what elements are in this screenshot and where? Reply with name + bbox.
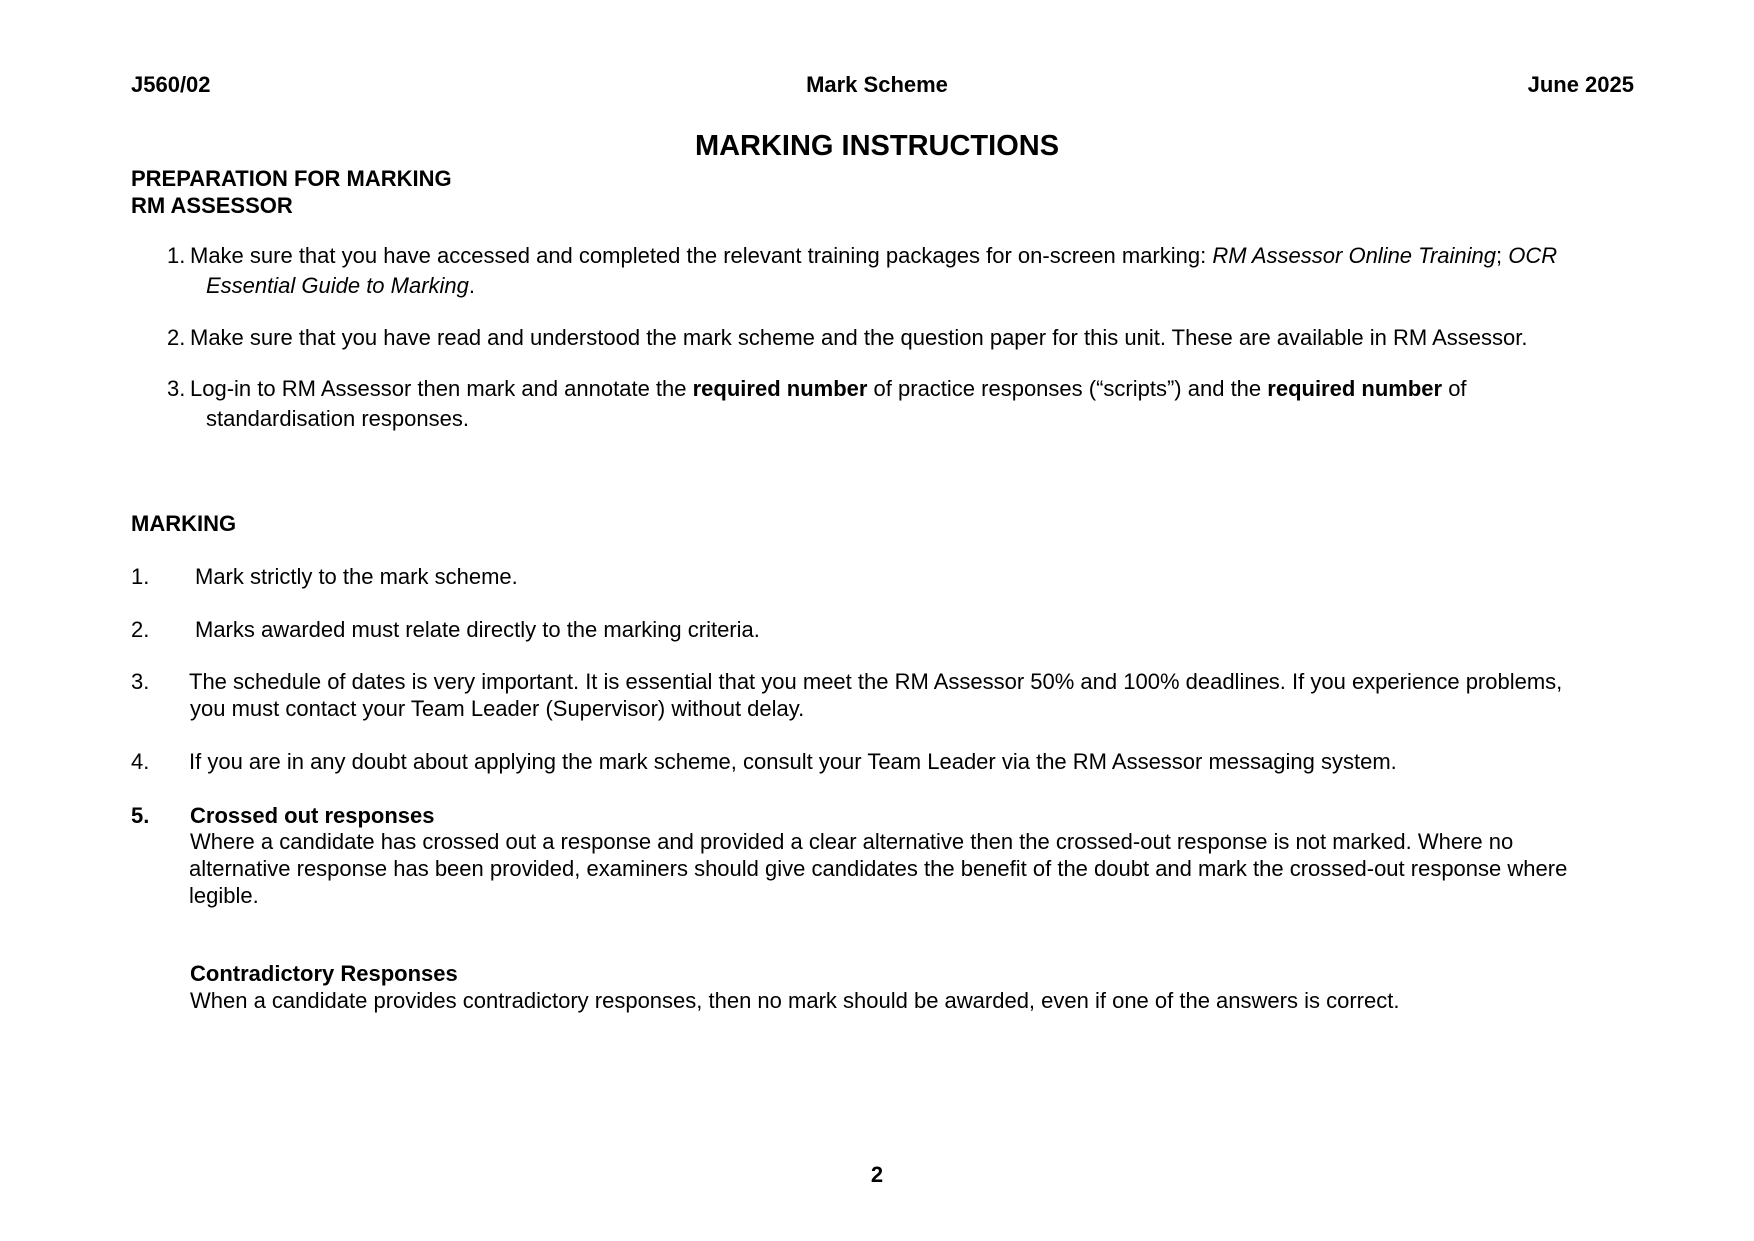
marking-item-2-number: 2. <box>131 617 150 642</box>
prep-item-3-text-a: Log-in to RM Assessor then mark and annotate the <box>190 376 693 401</box>
marking-item-5-number: 5. <box>131 803 150 828</box>
contradictory-heading: Contradictory Responses <box>190 961 458 986</box>
crossed-out-line2: alternative response has been provided, examiners should give candidates the benefit of the doubt and mark the crossed-out response where <box>189 856 1568 881</box>
prep-item-3-text-b: of practice responses (“scripts”) and the <box>867 376 1268 401</box>
prep-item-1-end: . <box>468 273 476 298</box>
prep-item-1-text: Make sure that you have accessed and completed the relevant training packages for on-screen marking: <box>190 243 1213 268</box>
prep-item-1-line1 <box>190 241 1557 271</box>
marking-item-4-text: If you are in any doubt about applying the mark scheme, consult your Team Leader via the RM Assessor messaging system. <box>189 749 1397 774</box>
marking-item-3-line1: The schedule of dates is very important. It is essential that you meet the RM Assessor 50% and 100% deadlines. If you experience problems, <box>189 669 1563 694</box>
marking-item-3-number: 3. <box>131 669 150 694</box>
preparation-heading: PREPARATION FOR MARKING <box>131 166 452 191</box>
prep-item-1-number: 1. <box>167 243 186 268</box>
crossed-out-line1: Where a candidate has crossed out a response and provided a clear alternative then the crossed-out response is not marked. Where no <box>190 829 1514 854</box>
prep-item-3-text-c: of <box>1442 376 1467 401</box>
prep-item-3-line1 <box>190 374 1467 404</box>
marking-item-3-line2: you must contact your Team Leader (Supervisor) without delay. <box>190 696 805 721</box>
prep-item-3-bold-a: required number <box>692 376 868 401</box>
marking-heading: MARKING <box>131 511 237 536</box>
header-code: J560/02 <box>131 72 211 97</box>
marking-item-1-text: Mark strictly to the mark scheme. <box>195 564 518 589</box>
prep-item-1-sep: ; <box>1496 243 1509 268</box>
prep-item-1-italic-a: RM Assessor Online Training <box>1212 243 1497 268</box>
prep-item-1-italic-b2: Essential Guide to Marking <box>206 273 469 298</box>
page-number: 2 <box>870 1162 884 1187</box>
prep-item-2-text: Make sure that you have read and understood the mark scheme and the question paper for this unit. These are available in RM Assessor. <box>190 325 1528 350</box>
header-doc-title: Mark Scheme <box>806 72 948 97</box>
marking-item-2-text: Marks awarded must relate directly to the marking criteria. <box>195 617 760 642</box>
marking-item-1-number: 1. <box>131 564 150 589</box>
marking-item-4-number: 4. <box>131 749 150 774</box>
prep-item-3-number: 3. <box>167 376 186 401</box>
prep-item-1-line2 <box>206 271 475 301</box>
prep-item-3-line2: standardisation responses. <box>206 406 469 431</box>
crossed-out-line3: legible. <box>189 883 259 908</box>
prep-item-3-bold-b: required number <box>1267 376 1443 401</box>
prep-item-1-italic-b1: OCR <box>1508 243 1558 268</box>
crossed-out-heading: Crossed out responses <box>190 803 435 828</box>
page-title: MARKING INSTRUCTIONS <box>694 130 1060 162</box>
contradictory-text: When a candidate provides contradictory responses, then no mark should be awarded, even if one of the answers is correct. <box>190 988 1400 1013</box>
prep-item-2-number: 2. <box>167 325 186 350</box>
rm-assessor-heading: RM ASSESSOR <box>131 193 293 218</box>
header-date: June 2025 <box>1527 72 1634 97</box>
